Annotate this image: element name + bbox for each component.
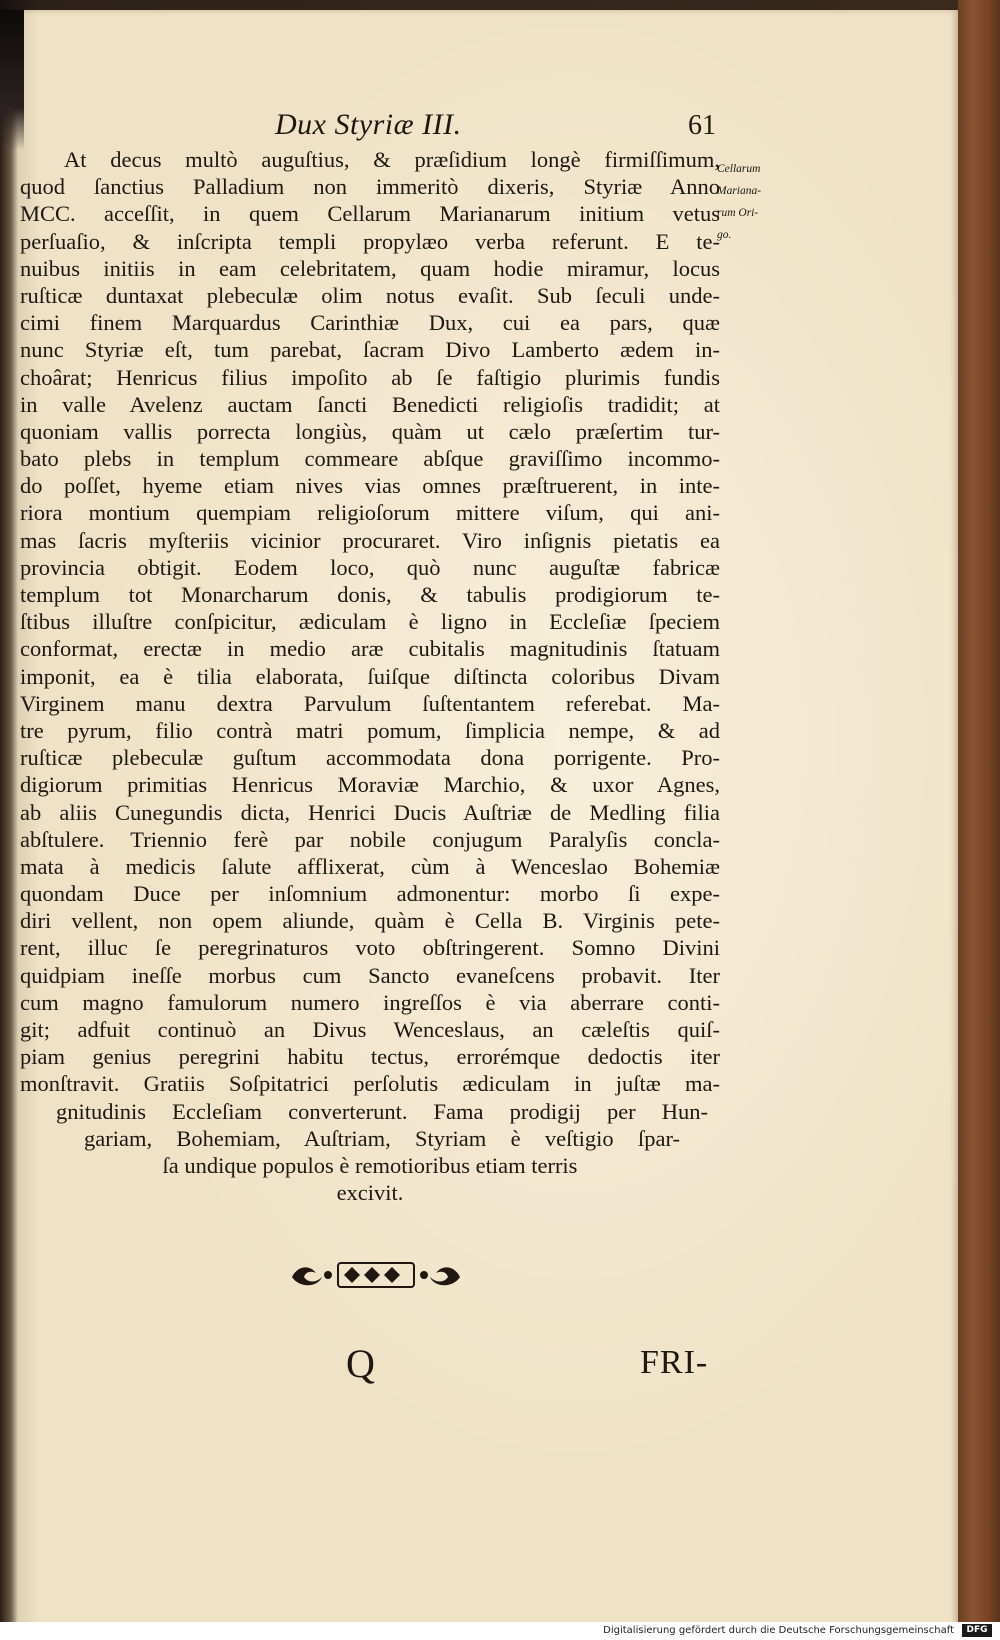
text-line: quidpiam ineſſe morbus cum Sancto evaneſcens probavit. Iter bbox=[20, 962, 720, 988]
text-line: bato plebs in templum commeare abſque graviſſimo incommo- bbox=[20, 446, 720, 472]
margin-note-line: rum Ori- bbox=[717, 207, 759, 219]
text-line: ruſticæ plebeculæ guſtum accommodata dona porrigente. Pro- bbox=[20, 745, 720, 771]
text-line: digiorum primitias Henricus Moraviæ Marchio, & uxor Agnes, bbox=[20, 772, 720, 798]
text-line: diri vellent, non opem aliunde, quàm è Cella B. Virginis pete- bbox=[20, 908, 720, 934]
margin-note-line: Mariana- bbox=[717, 185, 762, 197]
text-line: ruſticæ duntaxat plebeculæ olim notus evaſit. Sub ſeculi unde- bbox=[20, 282, 720, 308]
text-line: rent, illuc ſe peregrinaturos voto obſtringerent. Somno Divini bbox=[20, 935, 720, 961]
margin-note bbox=[717, 158, 799, 246]
text-line: quondam Duce per inſomnium admonentur: morbo ſi expe- bbox=[20, 881, 720, 907]
text-line: cimi finem Marquardus Carinthiæ Dux, cui ea pars, quæ bbox=[20, 310, 720, 336]
text-line: gariam, Bohemiam, Auſtriam, Styriam è veſtigio ſpar- bbox=[84, 1125, 680, 1151]
text-line: riora montium quempiam religioſorum mittere viſum, qui ani- bbox=[20, 500, 720, 526]
text-line: do poſſet, hyeme etiam nives vias omnes præſtruerent, in inte- bbox=[20, 473, 720, 499]
text-line: choârat; Henricus filius impoſito ab ſe faſtigio plurimis fundis bbox=[20, 364, 720, 390]
text-line: monſtravit. Gratiis Soſpitatrici perſolutis ædiculam in juſtæ ma- bbox=[20, 1071, 720, 1097]
text-line: ſa undique populos è remotioribus etiam terris bbox=[162, 1152, 578, 1178]
text-line: piam genius peregrini habitu tectus, errorémque dedoctis iter bbox=[20, 1044, 720, 1070]
running-head: Dux Styriæ III. bbox=[275, 108, 462, 141]
text-line: ſtibus illuſtre conſpicitur, ædiculam è ligno in Eccleſiæ ſpeciem bbox=[20, 609, 720, 635]
text-line: ab aliis Cunegundis dicta, Henrici Ducis Auſtriæ de Medling filia bbox=[20, 799, 720, 825]
text-line: perſuaſio, & inſcripta templi propylæo verba referunt. E te- bbox=[20, 228, 720, 254]
body-text bbox=[20, 146, 720, 1206]
text-line: tre pyrum, filio contrà matri pomum, ſimplicia nempe, & ad bbox=[20, 717, 720, 743]
previous-page-edge bbox=[0, 10, 24, 150]
text-line: mas ſacris myſteriis vicinior procuraret. Viro inſignis pietatis ea bbox=[20, 527, 720, 553]
text-line: imponit, ea è tilia elaborata, ſuiſque diſtincta coloribus Divam bbox=[20, 663, 720, 689]
margin-note-line: Cellarum bbox=[717, 163, 761, 175]
text-line: quoniam vallis porrecta longiùs, quàm ut cælo præſertim tur- bbox=[20, 418, 720, 444]
text-line: nunc Styriæ eſt, tum parebat, ſacram Divo Lamberto ædem in- bbox=[20, 337, 720, 363]
text-line: templum tot Monarcharum donis, & tabulis prodigiorum te- bbox=[20, 582, 720, 607]
text-line: MCC. acceſſit, in quem Cellarum Marianarum initium vetus bbox=[20, 201, 720, 227]
margin-note-line: go. bbox=[717, 229, 732, 241]
text-line: Virginem manu dextra Parvulum ſuſtentantem referebat. Ma- bbox=[20, 690, 720, 716]
page-number: 61 bbox=[688, 110, 716, 141]
text-line: excivit. bbox=[336, 1180, 404, 1206]
text-line: gnitudinis Eccleſiam converterunt. Fama prodigij per Hun- bbox=[56, 1098, 708, 1124]
text-line: At decus multò auguſtius, & præſidium longè firmiſſimum, bbox=[64, 147, 720, 172]
text-line: quod ſanctius Palladium non immeritò dixeris, Styriæ Anno bbox=[20, 174, 720, 200]
text-line: git; adfuit continuò an Divus Wenceslaus, an cæleſtis quiſ- bbox=[20, 1017, 720, 1042]
text-line: mata à medicis ſalute afflixerat, cùm à Wenceslao Bohemiæ bbox=[20, 853, 720, 879]
ornament-tailpiece bbox=[288, 1257, 464, 1293]
text-line: nuibus initiis in eam celebritatem, quam hodie miramur, locus bbox=[20, 255, 720, 281]
binding-shadow bbox=[0, 10, 18, 1630]
text-line: in valle Avelenz auctam ſancti Benedicti religioſis tradidit; at bbox=[20, 391, 720, 417]
dfg-logo: DFG bbox=[962, 1624, 992, 1637]
text-line: abſtulere. Triennio ferè par nobile conjugum Paralyſis concla- bbox=[20, 826, 720, 852]
text-line: provincia obtigit. Eodem loco, quò nunc auguſtæ fabricæ bbox=[20, 554, 720, 580]
text-line: conformat, erectæ in medio aræ cubitalis magnitudinis ſtatuam bbox=[20, 636, 720, 662]
text-line: cum magno famulorum numero ingreſſos è via aberrare conti- bbox=[20, 989, 720, 1015]
footer-credit: Digitalisierung gefördert durch die Deutsche Forschungsgemeinschaft bbox=[603, 1625, 954, 1636]
catchword: FRI- bbox=[640, 1344, 709, 1381]
signature-mark: Q bbox=[346, 1341, 375, 1386]
book-cover-edge bbox=[958, 0, 1000, 1640]
